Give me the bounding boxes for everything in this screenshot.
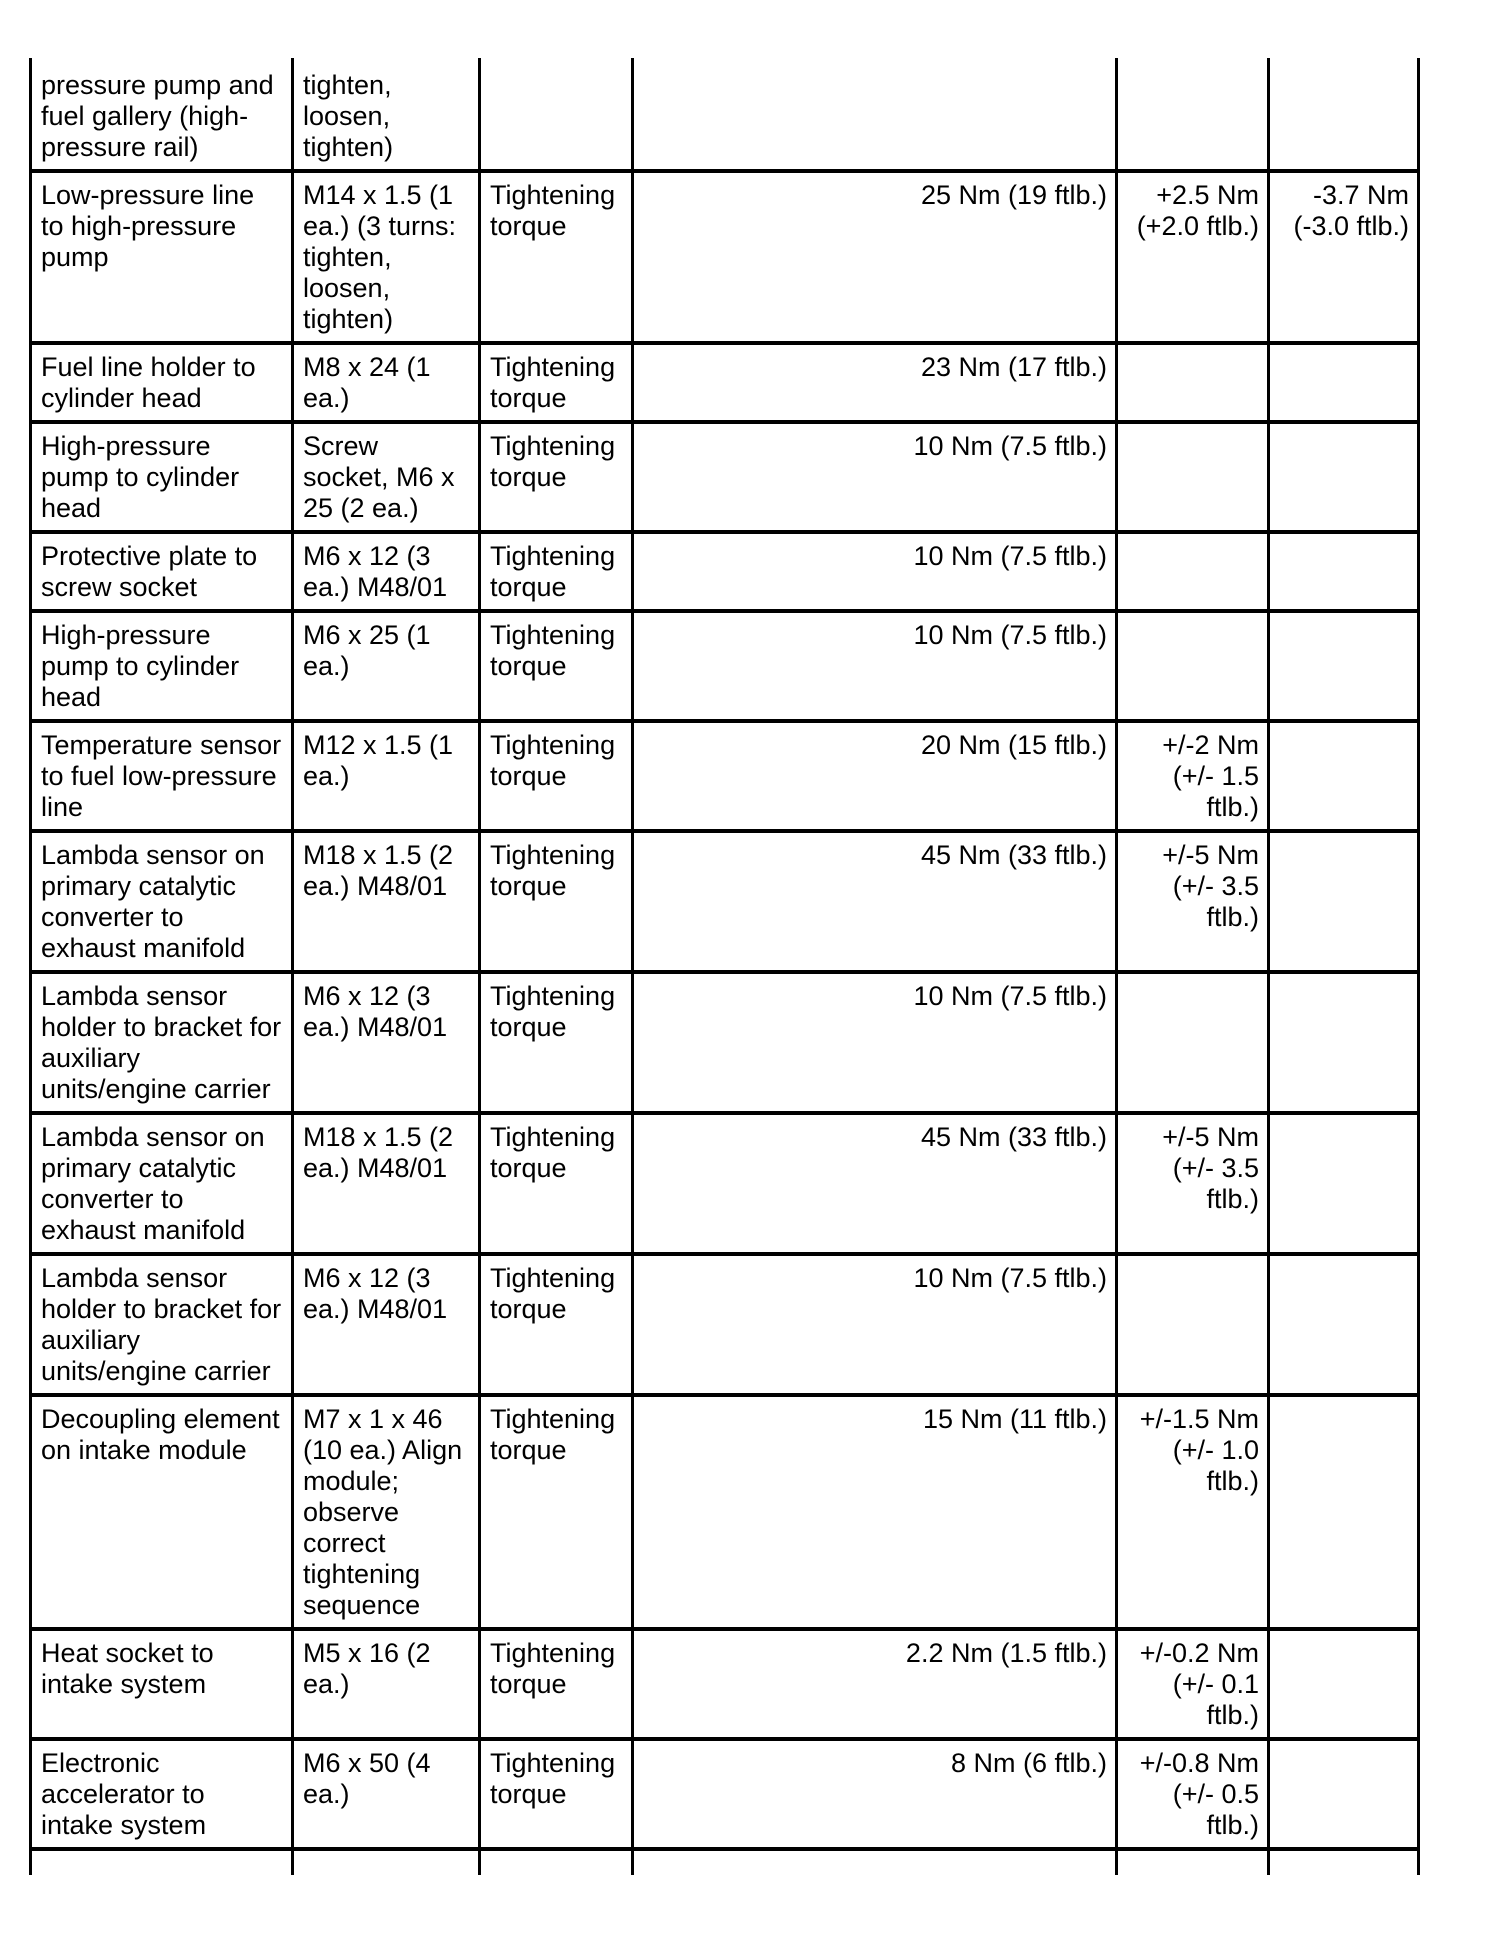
type-cell: Tightening torque [480, 532, 633, 611]
type-cell: Tightening torque [480, 422, 633, 532]
table-row [31, 1254, 1419, 1395]
type-cell: Tightening torque [480, 1395, 633, 1629]
tolerance-plus-cell: +/-0.8 Nm (+/- 0.5 ftlb.) [1117, 1739, 1269, 1849]
tolerance-minus-cell: -3.7 Nm (-3.0 ftlb.) [1269, 171, 1419, 343]
component-cell: Lambda sensor on primary catalytic converter to exhaust manifold [31, 831, 293, 972]
table-row [31, 1629, 1419, 1739]
fastener-cell: M6 x 12 (3 ea.) M48/01 [293, 1254, 480, 1395]
fastener-cell: M7 x 1 x 46 (10 ea.) Align module; observe correct tightening sequence [293, 1395, 480, 1629]
value-cell: 2.2 Nm (1.5 ftlb.) [633, 1629, 1117, 1739]
component-cell: Temperature sensor to fuel low-pressure line [31, 721, 293, 831]
type-cell: Tightening torque [480, 831, 633, 972]
component-cell: Lambda sensor holder to bracket for auxiliary units/engine carrier [31, 972, 293, 1113]
value-cell: 20 Nm (15 ftlb.) [633, 721, 1117, 831]
table-row [31, 972, 1419, 1113]
component-cell: Lambda sensor holder to bracket for auxiliary units/engine carrier [31, 1254, 293, 1395]
fastener-cell: M12 x 1.5 (1 ea.) [293, 721, 480, 831]
component-cell: Low-pressure line to high-pressure pump [31, 171, 293, 343]
type-cell: Tightening torque [480, 1254, 633, 1395]
fastener-cell: M18 x 1.5 (2 ea.) M48/01 [293, 831, 480, 972]
table-row [31, 721, 1419, 831]
tolerance-minus-cell [1269, 422, 1419, 532]
tolerance-minus-cell [1269, 1395, 1419, 1629]
tolerance-minus-cell [1269, 532, 1419, 611]
tolerance-plus-cell: +/-5 Nm (+/- 3.5 ftlb.) [1117, 831, 1269, 972]
tolerance-minus-cell [1269, 1629, 1419, 1739]
component-cell: Protective plate to screw socket [31, 532, 293, 611]
type-cell: Tightening torque [480, 171, 633, 343]
torque-spec-table-body [31, 58, 1419, 1875]
tolerance-minus-cell [1269, 58, 1419, 171]
fastener-cell: M18 x 1.5 (2 ea.) M48/01 [293, 1113, 480, 1254]
value-cell: 45 Nm (33 ftlb.) [633, 831, 1117, 972]
tolerance-plus-cell: +/-2 Nm (+/- 1.5 ftlb.) [1117, 721, 1269, 831]
fastener-cell: Screw socket, M6 x 25 (2 ea.) [293, 422, 480, 532]
fastener-cell: M6 x 25 (1 ea.) [293, 611, 480, 721]
tolerance-minus-cell [1269, 1739, 1419, 1849]
type-cell: Tightening torque [480, 611, 633, 721]
empty-cell [480, 1849, 633, 1875]
component-cell: Decoupling element on intake module [31, 1395, 293, 1629]
empty-cell [1269, 1849, 1419, 1875]
table-row [31, 171, 1419, 343]
tolerance-plus-cell [1117, 1254, 1269, 1395]
tolerance-minus-cell [1269, 721, 1419, 831]
table-row [31, 1739, 1419, 1849]
tolerance-plus-cell [1117, 532, 1269, 611]
value-cell: 8 Nm (6 ftlb.) [633, 1739, 1117, 1849]
component-cell: Heat socket to intake system [31, 1629, 293, 1739]
value-cell: 25 Nm (19 ftlb.) [633, 171, 1117, 343]
component-cell: High-pressure pump to cylinder head [31, 422, 293, 532]
type-cell: Tightening torque [480, 721, 633, 831]
tolerance-minus-cell [1269, 831, 1419, 972]
table-row [31, 58, 1419, 171]
fastener-cell: M14 x 1.5 (1 ea.) (3 turns: tighten, loosen, tighten) [293, 171, 480, 343]
empty-cell [1117, 1849, 1269, 1875]
tolerance-plus-cell: +/-1.5 Nm (+/- 1.0 ftlb.) [1117, 1395, 1269, 1629]
empty-cell [633, 1849, 1117, 1875]
value-cell: 10 Nm (7.5 ftlb.) [633, 532, 1117, 611]
component-cell: High-pressure pump to cylinder head [31, 611, 293, 721]
type-cell: Tightening torque [480, 972, 633, 1113]
component-cell: Lambda sensor on primary catalytic converter to exhaust manifold [31, 1113, 293, 1254]
tolerance-minus-cell [1269, 611, 1419, 721]
value-cell: 10 Nm (7.5 ftlb.) [633, 422, 1117, 532]
value-cell: 10 Nm (7.5 ftlb.) [633, 611, 1117, 721]
torque-spec-table [29, 58, 1420, 1875]
value-cell [633, 58, 1117, 171]
tolerance-minus-cell [1269, 972, 1419, 1113]
value-cell: 45 Nm (33 ftlb.) [633, 1113, 1117, 1254]
tolerance-minus-cell [1269, 1254, 1419, 1395]
tolerance-minus-cell [1269, 1113, 1419, 1254]
table-row-continuation [31, 1849, 1419, 1875]
type-cell [480, 58, 633, 171]
tolerance-plus-cell [1117, 972, 1269, 1113]
type-cell: Tightening torque [480, 1739, 633, 1849]
empty-cell [31, 1849, 293, 1875]
table-row [31, 532, 1419, 611]
fastener-cell: M5 x 16 (2 ea.) [293, 1629, 480, 1739]
tolerance-plus-cell: +/-0.2 Nm (+/- 0.1 ftlb.) [1117, 1629, 1269, 1739]
fastener-cell: M6 x 50 (4 ea.) [293, 1739, 480, 1849]
value-cell: 15 Nm (11 ftlb.) [633, 1395, 1117, 1629]
value-cell: 23 Nm (17 ftlb.) [633, 343, 1117, 422]
table-row [31, 1395, 1419, 1629]
component-cell: Fuel line holder to cylinder head [31, 343, 293, 422]
tolerance-minus-cell [1269, 343, 1419, 422]
tolerance-plus-cell [1117, 58, 1269, 171]
fastener-cell: M6 x 12 (3 ea.) M48/01 [293, 972, 480, 1113]
type-cell: Tightening torque [480, 1629, 633, 1739]
value-cell: 10 Nm (7.5 ftlb.) [633, 1254, 1117, 1395]
fastener-cell: tighten, loosen, tighten) [293, 58, 480, 171]
tolerance-plus-cell [1117, 343, 1269, 422]
table-row [31, 831, 1419, 972]
table-row [31, 343, 1419, 422]
fastener-cell: M6 x 12 (3 ea.) M48/01 [293, 532, 480, 611]
tolerance-plus-cell: +/-5 Nm (+/- 3.5 ftlb.) [1117, 1113, 1269, 1254]
tolerance-plus-cell [1117, 422, 1269, 532]
type-cell: Tightening torque [480, 343, 633, 422]
table-row [31, 422, 1419, 532]
type-cell: Tightening torque [480, 1113, 633, 1254]
component-cell: Electronic accelerator to intake system [31, 1739, 293, 1849]
value-cell: 10 Nm (7.5 ftlb.) [633, 972, 1117, 1113]
table-row [31, 1113, 1419, 1254]
table-row [31, 611, 1419, 721]
component-cell: pressure pump and fuel gallery (high-pressure rail) [31, 58, 293, 171]
tolerance-plus-cell: +2.5 Nm (+2.0 ftlb.) [1117, 171, 1269, 343]
fastener-cell: M8 x 24 (1 ea.) [293, 343, 480, 422]
empty-cell [293, 1849, 480, 1875]
tolerance-plus-cell [1117, 611, 1269, 721]
